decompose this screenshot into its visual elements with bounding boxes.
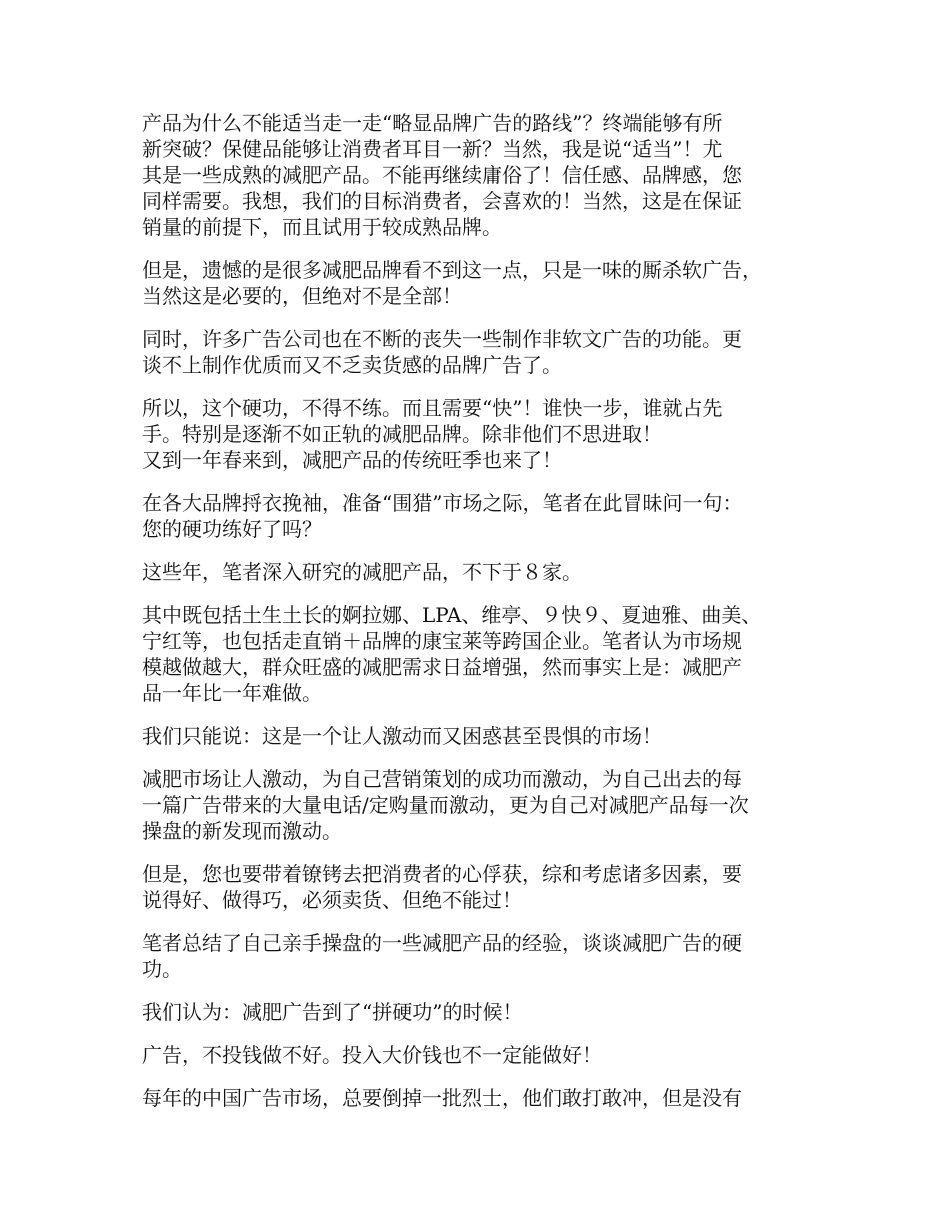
paragraph-4 — [142, 395, 810, 473]
text-line: 您的硬功练好了吗？ — [142, 517, 322, 541]
paragraph-9 — [142, 766, 810, 844]
paragraph-11 — [142, 930, 810, 982]
text-line: 谈不上制作优质而又不乏卖货感的品牌广告了。 — [142, 353, 562, 377]
text-line: 说得好、做得巧，必须卖货、但绝不能过！ — [142, 888, 522, 912]
text-line: 宁红等，也包括走直销＋品牌的康宝莱等跨国企业。笔者认为市场规 — [142, 629, 742, 653]
text-line: 模越做越大，群众旺盛的减肥需求日益增强，然而事实上是：减肥产 — [142, 655, 742, 679]
paragraph-7 — [142, 602, 810, 706]
text-line: 减肥市场让人激动，为自己营销策划的成功而激动，为自己出去的每 — [142, 767, 742, 791]
text-line: 我们认为：减肥广告到了“拼硬功”的时候！ — [142, 1000, 523, 1024]
paragraph-12 — [142, 999, 810, 1025]
paragraph-5 — [142, 490, 810, 542]
paragraph-2 — [142, 257, 810, 309]
text-line: 广告，不投钱做不好。投入大价钱也不一定能做好！ — [142, 1043, 602, 1067]
paragraph-14 — [142, 1085, 810, 1111]
text-line: 同时，许多广告公司也在不断的丧失一些制作非软文广告的功能。更 — [142, 327, 742, 351]
text-line: 笔者总结了自己亲手操盘的一些减肥产品的经验，谈谈减肥广告的硬 — [142, 931, 742, 955]
text-line: 所以，这个硬功，不得不练。而且需要“快”！谁快一步，谁就占先 — [142, 396, 723, 420]
text-line: 在各大品牌捋衣挽袖，准备“围猎”市场之际，笔者在此冒昧问一句： — [142, 491, 743, 515]
document-body — [142, 110, 810, 1128]
text-line: 操盘的新发现而激动。 — [142, 819, 342, 843]
paragraph-3 — [142, 326, 810, 378]
text-line: 其是一些成熟的减肥产品。不能再继续庸俗了！信任感、品牌感，您 — [142, 163, 742, 187]
text-line: 我们只能说：这是一个让人激动而又困惑甚至畏惧的市场！ — [142, 724, 662, 748]
text-line: 功。 — [142, 957, 182, 981]
text-line: 新突破？保健品能够让消费者耳目一新？当然，我是说“适当”！尤 — [142, 137, 723, 161]
text-line: 但是，遗憾的是很多减肥品牌看不到这一点，只是一味的厮杀软广告， — [142, 258, 762, 282]
text-line: 但是，您也要带着镣铐去把消费者的心俘获，综和考虑诸多因素，要 — [142, 862, 742, 886]
paragraph-8 — [142, 723, 810, 749]
text-line: 每年的中国广告市场，总要倒掉一批烈士，他们敢打敢冲，但是没有 — [142, 1086, 742, 1110]
text-line: 同样需要。我想，我们的目标消费者，会喜欢的！当然，这是在保证 — [142, 189, 742, 213]
paragraph-1 — [142, 110, 810, 240]
paragraph-6 — [142, 559, 810, 585]
text-line: 一篇广告带来的大量电话/定购量而激动，更为自己对减肥产品每一次 — [142, 793, 749, 817]
text-line: 当然这是必要的，但绝对不是全部！ — [142, 284, 462, 308]
text-line: 又到一年春来到，减肥产品的传统旺季也来了！ — [142, 448, 562, 472]
text-line: 品一年比一年难做。 — [142, 681, 322, 705]
text-line: 手。特别是逐渐不如正轨的减肥品牌。除非他们不思进取！ — [142, 422, 662, 446]
text-line: 这些年，笔者深入研究的减肥产品，不下于８家。 — [142, 560, 582, 584]
paragraph-13 — [142, 1042, 810, 1068]
text-line: 产品为什么不能适当走一走“略显品牌广告的路线”？终端能够有所 — [142, 111, 723, 135]
text-line: 其中既包括土生土长的婀拉娜、LPA、维亭、９快９、夏迪雅、曲美、 — [142, 603, 762, 627]
text-line: 销量的前提下，而且试用于较成熟品牌。 — [142, 215, 502, 239]
paragraph-10 — [142, 861, 810, 913]
